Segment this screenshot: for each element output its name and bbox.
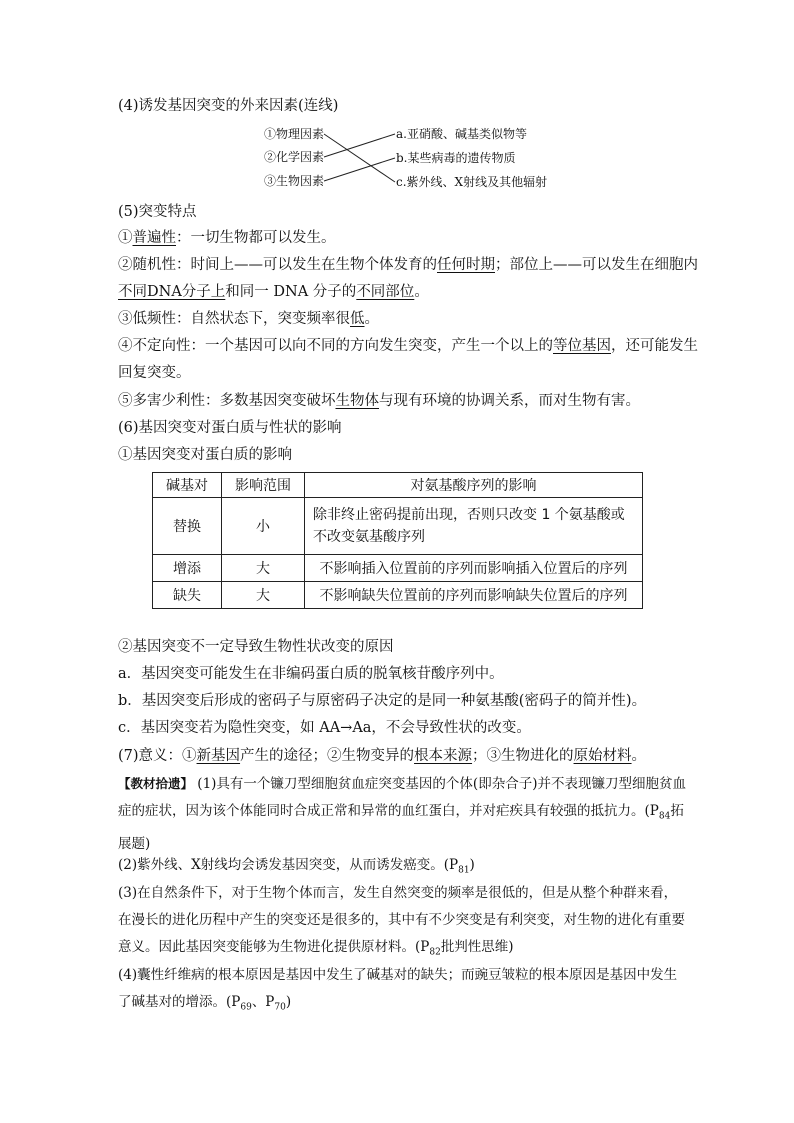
answer-fundamental-source: 根本来源 <box>414 748 473 764</box>
section-6-heading: (6)基因突变对蛋白质与性状的影响 <box>118 420 342 436</box>
reason-b: b．基因突变后形成的密码子与原密码子决定的是同一种氨基酸(密码子的简并性)。 <box>118 693 647 709</box>
subsection-protein-effect: ①基因突变对蛋白质的影响 <box>118 447 292 463</box>
answer-organism: 生物体 <box>335 393 379 409</box>
answer-new-gene: 新基因 <box>196 748 241 764</box>
table-row <box>153 498 643 555</box>
feature-2-cont: 不同DNA分子上和同一 DNA 分子的不同部位。 <box>118 284 429 300</box>
textbook-note-4: (4)囊性纤维病的根本原因是基因中发生了碱基对的缺失；而豌豆皱粒的根本原因是基因中发生了碱基对的增添。($P_{69}$、$P_{70}$) <box>118 967 678 1013</box>
answer-universality: 普遍性 <box>132 230 176 246</box>
feature-1: ①普遍性：一切生物都可以发生。 <box>118 230 336 246</box>
table-row <box>153 582 643 609</box>
example-a: a.亚硝酸、碱基类似物等 <box>396 127 527 141</box>
reason-a: a．基因突变可能发生在非编码蛋白质的脱氧核苷酸序列中。 <box>118 666 504 682</box>
table-cell: 小 <box>222 498 305 555</box>
table-header: 碱基对 <box>153 473 222 498</box>
feature-5: ⑤多害少利性：多数基因突变破坏生物体与现有环境的协调关系，而对生物有害。 <box>118 393 640 409</box>
answer-alleles: 等位基因 <box>553 338 611 354</box>
section-4-heading: (4)诱发基因突变的外来因素(连线) <box>118 98 339 114</box>
factor-physical: ①物理因素 <box>264 127 325 141</box>
factor-chemical: ②化学因素 <box>264 150 325 164</box>
answer-low: 低 <box>350 311 365 327</box>
table-cell: 大 <box>222 582 305 609</box>
subsection-trait-effect: ②基因突变不一定导致生物性状改变的原因 <box>118 639 394 655</box>
factor-biological: ③生物因素 <box>264 174 325 188</box>
mutation-effect-table <box>152 472 643 609</box>
table-header: 影响范围 <box>222 473 305 498</box>
section-7-significance: (7)意义：①新基因产生的途径；②生物变异的根本来源；③生物进化的原始材料。 <box>118 748 647 764</box>
table-row <box>153 555 643 582</box>
table-header: 对氨基酸序列的影响 <box>305 473 643 498</box>
matching-diagram <box>262 123 552 193</box>
table-cell: 缺失 <box>153 582 222 609</box>
table-cell: 不影响缺失位置前的序列而影响缺失位置后的序列 <box>305 582 643 609</box>
feature-4-cont: 回复突变。 <box>118 365 191 381</box>
textbook-note-2: (2)紫外线、X射线均会诱发基因突变，从而诱发癌变。$(P_{81})$ <box>118 857 475 876</box>
feature-3: ③低频性：自然状态下，突变频率很低。 <box>118 311 379 327</box>
table-cell: 大 <box>222 555 305 582</box>
table-cell: 不影响插入位置前的序列而影响插入位置后的序列 <box>305 555 643 582</box>
note-tag: 【教材拾遗】 <box>118 776 194 791</box>
feature-2: ②随机性：时间上——可以发生在生物个体发育的任何时期；部位上——可以发生在细胞内 <box>118 257 698 273</box>
example-c: c.紫外线、X射线及其他辐射 <box>396 175 548 189</box>
example-b: b.某些病毒的遗传物质 <box>396 151 516 165</box>
feature-4: ④不定向性：一个基因可以向不同的方向发生突变，产生一个以上的等位基因，还可能发生 <box>118 338 698 354</box>
table-cell: 增添 <box>153 555 222 582</box>
table-cell: 替换 <box>153 498 222 555</box>
answer-different-dna: 不同DNA分子上 <box>118 284 226 300</box>
answer-raw-material: 原始材料 <box>573 748 632 764</box>
answer-different-site: 不同部位 <box>356 284 415 300</box>
textbook-note-1: 【教材拾遗】 (1)具有一个镰刀型细胞贫血症突变基因的个体(即杂合子)并不表现镰刀型细胞贫血症的症状，因为该个体能同时合成正常和异常的血红蛋白，并对疟疾具有较强的抵抗力。($P_{84}$拓展题) <box>118 776 686 852</box>
section-5-heading: (5)突变特点 <box>118 204 197 220</box>
table-header-row <box>153 473 643 498</box>
reason-c: c．基因突变若为隐性突变，如 AA→Aa，不会导致性状的改变。 <box>118 720 531 736</box>
table-cell: 除非终止密码提前出现，否则只改变 1 个氨基酸或不改变氨基酸序列 <box>305 498 643 555</box>
textbook-note-3: (3)在自然条件下，对于生物个体而言，发生自然突变的频率是很低的，但是从整个种群来看，在漫长的进化历程中产生的突变还是很多的，其中有不少突变是有利突变，对生物的进化有重要意义。因此基因突变能够为生物进化提供原材料。($P_{82}$批判性思维) <box>118 885 685 958</box>
answer-any-time: 任何时期 <box>437 257 495 273</box>
